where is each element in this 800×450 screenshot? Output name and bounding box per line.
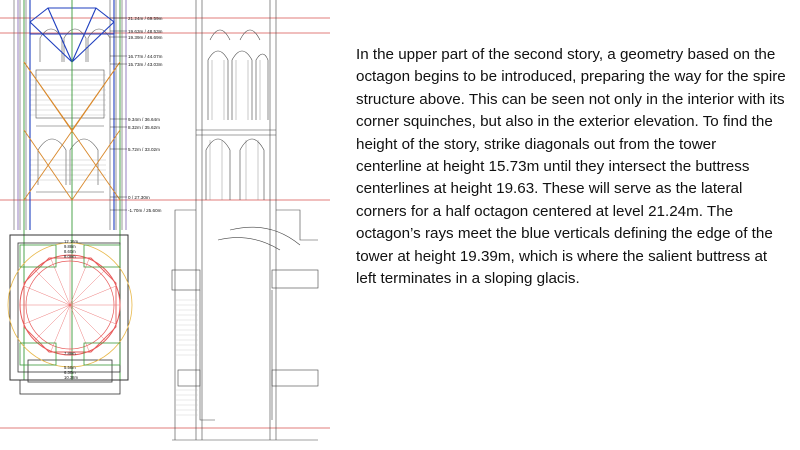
buttress-centerlines xyxy=(24,0,120,380)
level-label: 5.72m / 33.02m xyxy=(128,147,160,152)
level-label: 8.32m / 35.62m xyxy=(128,125,160,130)
base-label: 12.16m xyxy=(64,239,78,244)
base-label: 9.88m xyxy=(64,244,76,249)
level-label: 9.34m / 36.64m xyxy=(128,117,160,122)
level-label: -1.70m / 25.60m xyxy=(128,208,162,213)
level-labels xyxy=(128,16,163,213)
level-label: 16.77m / 44.07m xyxy=(128,54,163,59)
base-label: 7.88m xyxy=(64,351,76,356)
level-label: 19.63m / 48.53m xyxy=(128,29,163,34)
elevation-section-drawing xyxy=(0,0,330,450)
reference-lines xyxy=(0,18,330,428)
level-label: 0 / 27.30m xyxy=(128,195,150,200)
base-label: 8.08m xyxy=(64,254,76,259)
level-label: 15.73m / 43.03m xyxy=(128,62,163,67)
level-label: 19.39m / 46.69m xyxy=(128,35,163,40)
base-labels xyxy=(64,239,78,380)
slide-body-text: In the upper part of the second story, a geometry based on the octagon begins to be introduced, preparing the way for the spire structure above. This can be seen not only in the interior with its corner squinches, but also in the exterior elevation. To find the height of the story, strike diagonals out from the tower centerline at height 15.73m until they intersect the buttress centerlines at height 19.63. These will serve as the lateral corners for a half octagon centered at level 21.24m. The octagon’s rays meet the blue verticals defining the edge of the tower at height 19.39m, which is where the salient buttress at left terminates in a sloping glacis. xyxy=(356,46,786,288)
base-label: 8.60m xyxy=(64,249,76,254)
base-label: 10.38m xyxy=(64,375,78,380)
base-label: 6.30m xyxy=(64,370,76,375)
level-label: 21.24m / 69.59m xyxy=(128,16,163,21)
base-label: 5.58m xyxy=(64,365,76,370)
tower-section xyxy=(172,0,318,440)
tower-elevation xyxy=(8,0,163,394)
